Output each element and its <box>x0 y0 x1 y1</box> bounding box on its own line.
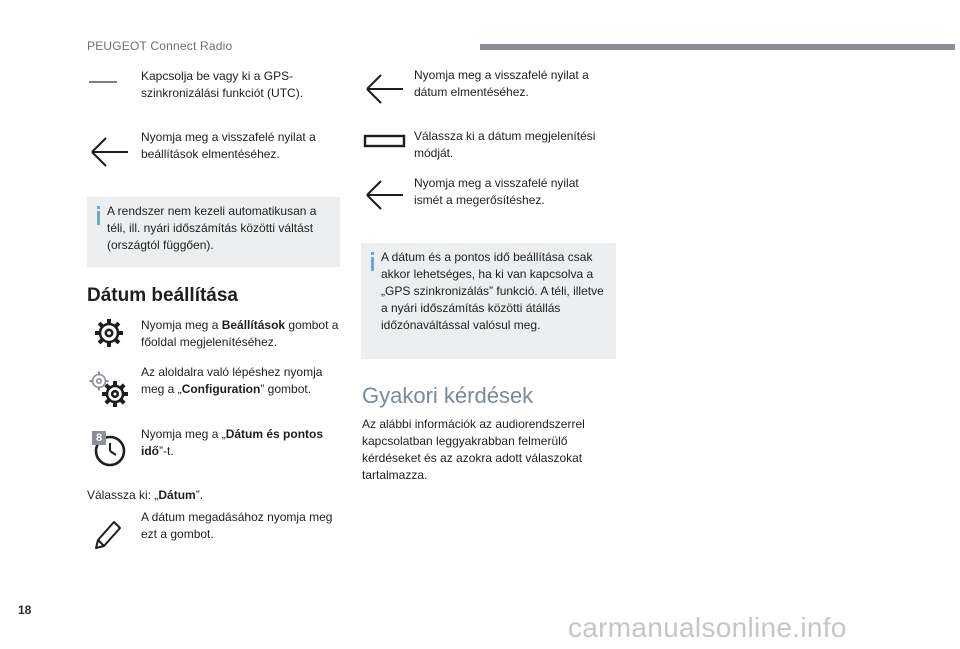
step-select-date: Válassza ki: „Dátum”. <box>87 488 204 502</box>
info-note <box>87 197 340 267</box>
step-settings: Nyomja meg a Beállítások gombot a főoldal megjelenítéséhez. <box>141 318 339 349</box>
back-arrow-icon <box>88 134 130 170</box>
step-date-format: Válassza ki a dátum megjelenítési módját. <box>414 129 596 160</box>
display-format-icon <box>363 133 407 149</box>
step-save-date: Nyomja meg a visszafelé nyilat a dátum elmentéséhez. <box>414 68 589 99</box>
page-number: 18 <box>18 603 32 617</box>
step-gps-sync: Kapcsolja be vagy ki a GPS-szinkronizálási funkciót (UTC). <box>141 69 304 100</box>
watermark: carmanualsonline.info <box>568 612 847 643</box>
faq-heading: Gyakori kérdések <box>362 383 534 408</box>
back-arrow-icon <box>363 71 405 107</box>
info-icon <box>97 206 100 225</box>
note-text: A rendszer nem kezeli automatikusan a téli, ill. nyári időszámítás közötti váltást (országtól függően). <box>107 204 317 252</box>
info-icon <box>371 252 374 271</box>
gear-icon <box>94 318 124 348</box>
step-date-time: Nyomja meg a „Dátum és pontos idő”-t. <box>141 427 324 458</box>
note-text: A dátum és a pontos idő beállítása csak akkor lehetséges, ha ki van kapcsolva a „GPS szinkronizálás” funkció. A téli, illetve a nyári időszámítás közötti átállás időzónaváltással valósul meg. <box>381 250 604 332</box>
running-header: PEUGEOT Connect Radio <box>87 39 233 53</box>
back-arrow-icon <box>363 177 405 213</box>
step-save-settings: Nyomja meg a visszafelé nyilat a beállítások elmentéséhez. <box>141 130 316 161</box>
step-badge: 8 <box>92 431 106 445</box>
section-heading: Dátum beállítása <box>87 285 238 306</box>
step-confirm: Nyomja meg a visszafelé nyilat ismét a megerősítéshez. <box>414 176 579 207</box>
step-enter-date: A dátum megadásához nyomja meg ezt a gombot. <box>141 510 333 541</box>
header-bar <box>480 44 955 50</box>
toggle-line-icon <box>87 72 119 92</box>
info-note <box>361 243 616 359</box>
configuration-gears-icon <box>88 370 132 410</box>
faq-text: Az alábbi információk az audiorendszerrel kapcsolatban leggyakrabban felmerülő kérdéseket és az azokra adott válaszokat tartalmazza. <box>362 417 585 482</box>
step-configuration: Az aloldalra való lépéshez nyomja meg a „Configuration” gombot. <box>141 365 323 396</box>
pencil-icon <box>90 518 122 552</box>
